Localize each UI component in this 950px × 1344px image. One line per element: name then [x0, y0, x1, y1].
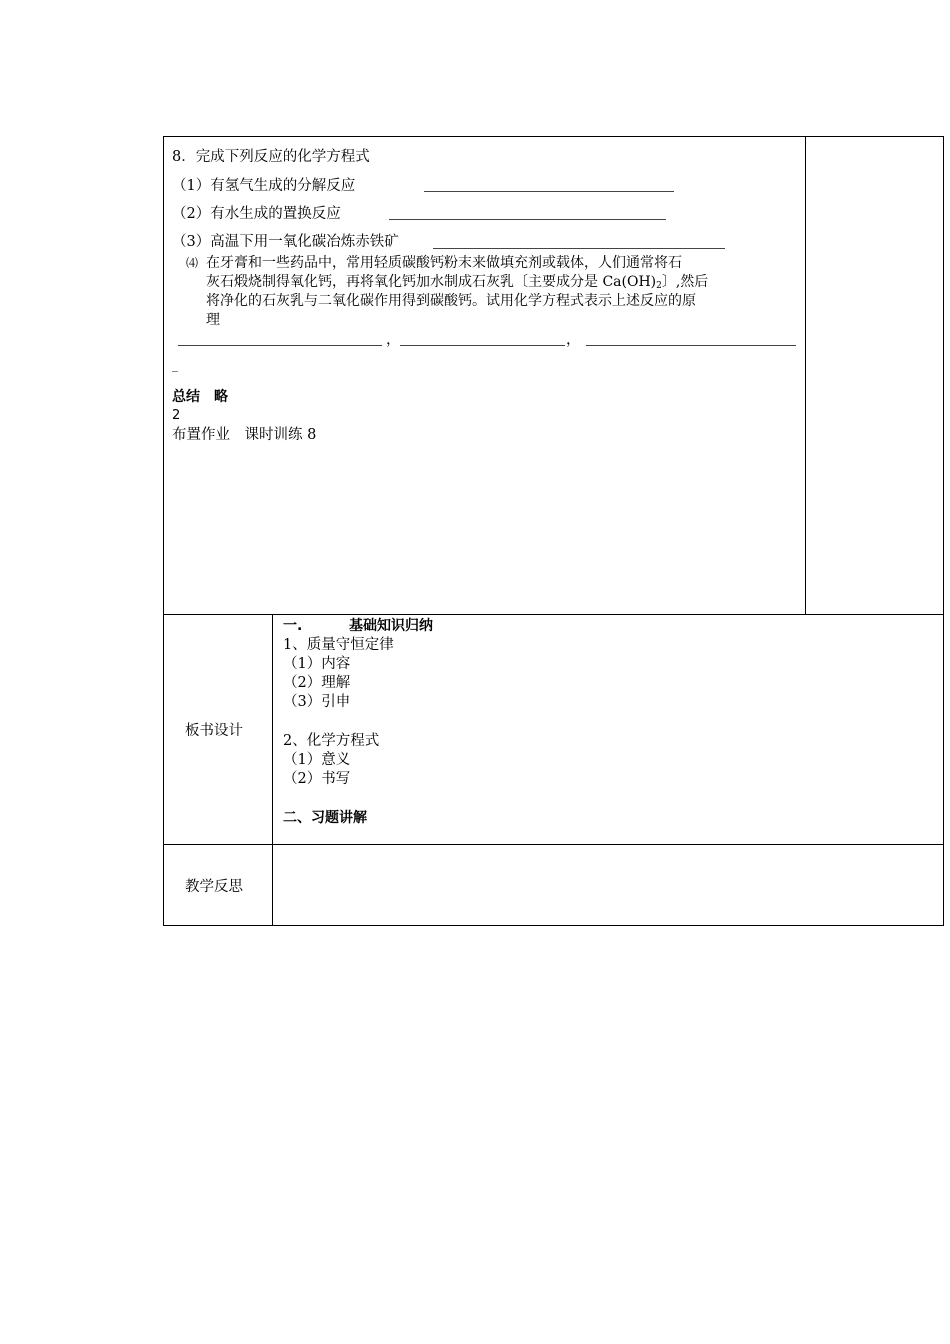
answer-blank-4b[interactable]	[400, 345, 565, 346]
summary-number: 2	[172, 408, 181, 423]
question-8-item-4-number: ⑷	[186, 256, 199, 270]
question-8-item-4-line-1: 在牙膏和一些药品中，常用轻质碳酸钙粉末来做填充剂或载体，人们通常将石	[206, 255, 682, 271]
question-8-item-4-line-2: 灰石煅烧制得氧化钙，再将氧化钙加水制成石灰乳〔主要成分是 $Ca(OH)_2$〕,然后	[206, 274, 709, 291]
question-8-title: 8．完成下列反应的化学方程式	[172, 149, 370, 165]
question-8-item-3: （3）高温下用一氧化碳冶炼赤铁矿	[172, 234, 399, 250]
question-8-item-4-line-3: 将净化的石灰乳与二氧化碳作用得到碳酸钙。试用化学方程式表示上述反应的原	[206, 293, 696, 309]
answer-blank-4a[interactable]	[178, 345, 382, 346]
answer-blank-2[interactable]	[389, 219, 666, 220]
comma-2: ，	[566, 332, 581, 348]
teaching-reflection-label: 教学反思	[185, 879, 243, 895]
board-heading-2: 二、习题讲解	[283, 810, 367, 826]
board-section-2-1: （1）意义	[283, 752, 351, 768]
board-section-1-2: （2）理解	[283, 675, 351, 691]
board-heading-1-number: 一.	[283, 618, 303, 634]
question-8-item-4-line-4: 理	[206, 312, 220, 328]
right-column-divider	[805, 137, 806, 614]
answer-blank-1[interactable]	[424, 191, 674, 192]
teaching-reflection-field[interactable]	[273, 845, 943, 925]
board-design-label: 板书设计	[185, 723, 243, 739]
homework-line: 布置作业 课时训练 8	[172, 427, 317, 443]
board-section-2-2: （2）书写	[283, 771, 351, 787]
comma-1: ，	[386, 332, 401, 348]
answer-blank-4c[interactable]	[586, 345, 796, 346]
answer-blank-3[interactable]	[433, 248, 725, 249]
board-section-1-1: （1）内容	[283, 656, 351, 672]
row-divider-1	[164, 614, 943, 615]
question-8-item-1: （1）有氢气生成的分解反应	[172, 178, 356, 194]
answer-tail-mark: _	[172, 358, 178, 372]
question-8-item-2: （2）有水生成的置换反应	[172, 206, 341, 222]
summary-label: 总结 略	[172, 389, 228, 405]
board-section-2: 2、化学方程式	[283, 733, 380, 749]
board-section-1: 1、质量守恒定律	[283, 637, 394, 653]
board-section-1-3: （3）引申	[283, 694, 351, 710]
board-heading-1: 基础知识归纳	[349, 618, 433, 634]
